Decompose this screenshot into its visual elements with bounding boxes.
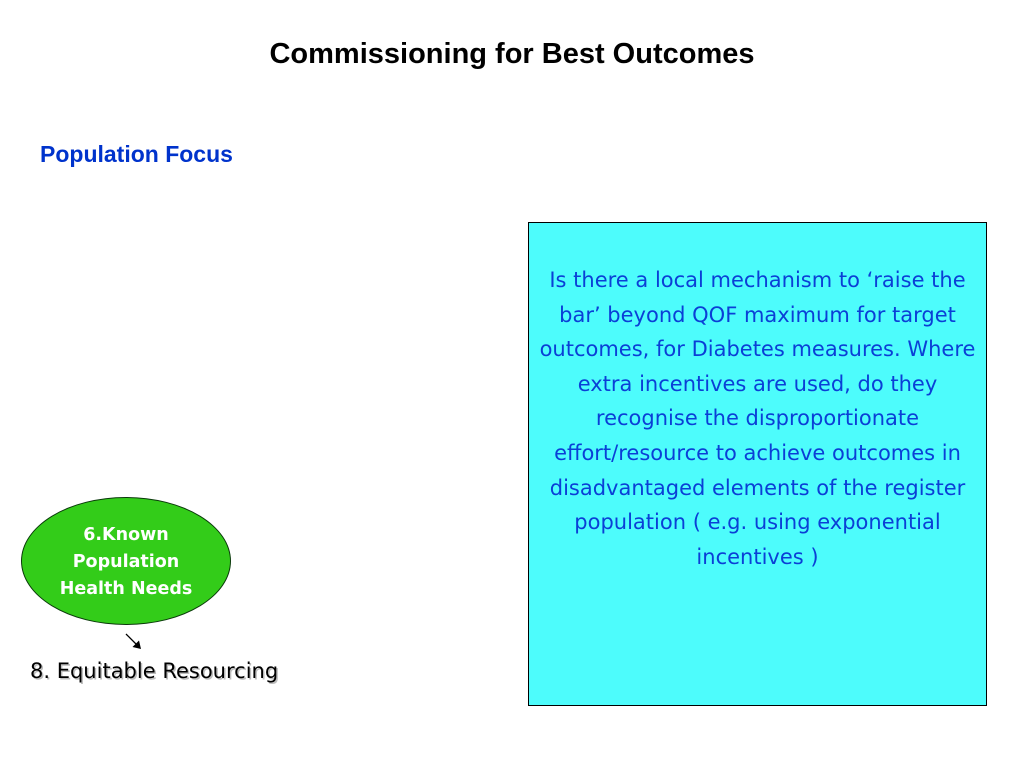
question-text: Is there a local mechanism to ‘raise the bar’ beyond QOF maximum for target outcomes, for Diabetes measures. Where extra incentives are used, do they recognise the disproportionate effort/resource to achieve outcomes in disadvantaged elements of the register population ( e.g. using exponential incentives ) xyxy=(539,268,976,569)
population-health-needs-node xyxy=(21,497,231,625)
arrow-down-right-icon xyxy=(120,628,144,652)
section-heading: Population Focus xyxy=(40,141,233,167)
slide-title: Commissioning for Best Outcomes xyxy=(269,38,755,70)
question-box xyxy=(528,222,987,706)
equitable-resourcing-label: 8. Equitable Resourcing xyxy=(30,659,279,683)
node-label: 6.Known Population Health Needs xyxy=(59,524,193,599)
